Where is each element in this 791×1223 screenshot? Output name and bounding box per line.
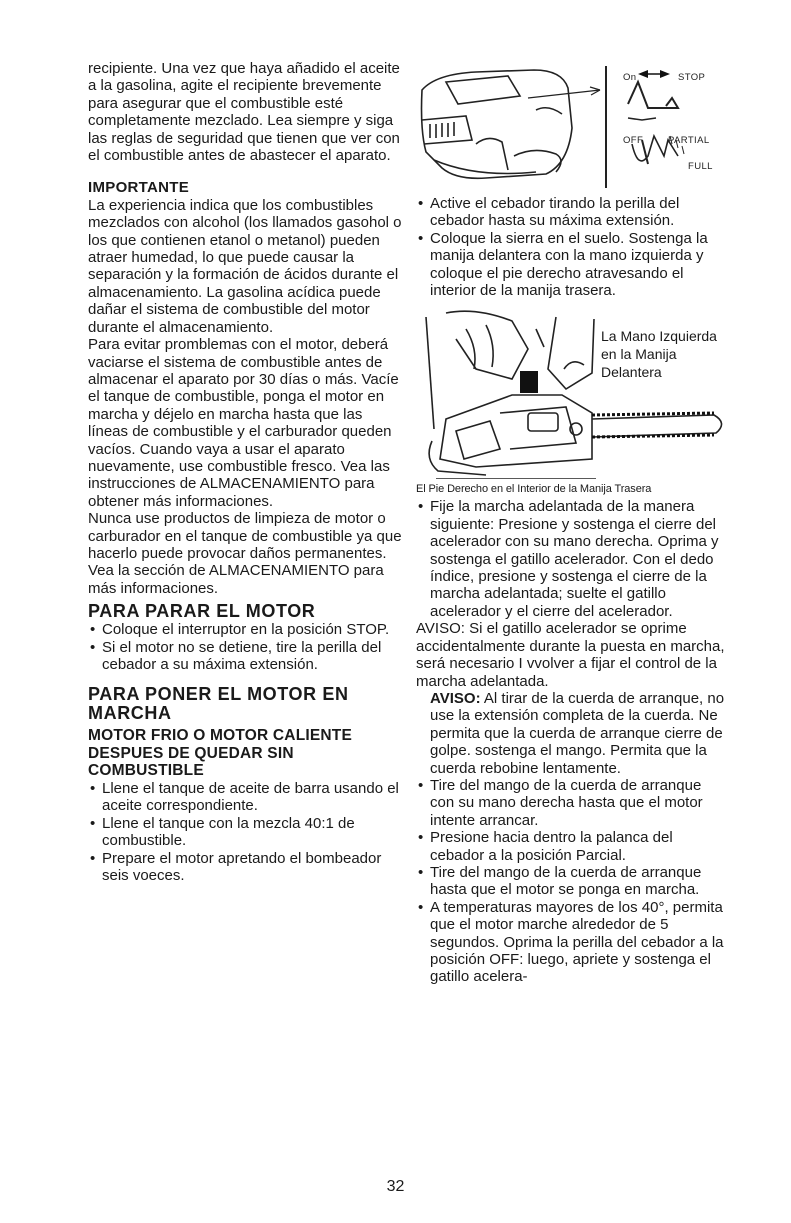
parar-heading: PARA PARAR EL MOTOR bbox=[88, 601, 316, 622]
list-item: • Tire del mango de la cuerda de arranque con su mano derecha hasta que el motor intente arrancar. bbox=[416, 777, 728, 829]
page-number: 32 bbox=[386, 1178, 405, 1195]
aviso-label: AVISO: bbox=[430, 689, 481, 707]
frio-heading: MOTOR FRIO O MOTOR CALIENTE DESPUES DE QUEDAR SIN COMBUSTIBLE bbox=[88, 727, 353, 780]
aviso-paragraph: AVISO: Si el gatillo acelerador se oprime accidentalmente durante la puesta en marcha, será necesario I vvolver a fijar el control de la marcha adelantada. bbox=[416, 620, 725, 690]
list-item: • Presione hacia dentro la palanca del cebador a la posición Parcial. bbox=[416, 829, 728, 864]
vea-paragraph: Vea la sección de ALMACENAMIENTO para más informaciones. bbox=[88, 562, 384, 597]
list-item: • Tire del mango de la cuerda de arranque hasta que el motor se ponga en marcha. bbox=[416, 864, 728, 899]
list-item: • Si el motor no se detiene, tire la perilla del cebador a su máxima extensión. bbox=[88, 639, 402, 674]
left-column bbox=[88, 60, 402, 884]
list-item: • A temperaturas mayores de los 40°, permita que el motor marche alrededor de 5 segundos. Oprima la perilla del cebador a la posición OFF: luego, apriete y sostenga el gatillo acelera- bbox=[416, 899, 728, 986]
intro-paragraph: recipiente. Una vez que haya añadido el aceite a la gasolina, agite el recipiente brevemente para asegurar que el combustible esté completamente mezclado. Lea siempre y siga las reglas de seguridad que tienen que ver con el combustible antes de abastecer el aparato. bbox=[88, 60, 400, 165]
parar-list bbox=[88, 621, 402, 673]
list-item: • Llene el tanque con la mezcla 40:1 de combustible. bbox=[88, 815, 402, 850]
nunca-paragraph: Nunca use productos de limpieza de motor o carburador en el tanque de combustible ya que hacerlo puede provocar daños permanentes. bbox=[88, 510, 402, 562]
partial-label: PARTIAL bbox=[668, 135, 710, 146]
evitar-paragraph: Para evitar promblemas con el motor, deberá vaciarse el sistema de combustible antes de almacenar el aparato por 30 días o más. Vacíe el tanque de combustible, ponga el motor en marcha y déjelo en marcha hasta que las líneas de combustible y el carburador queden vacíos. Cuando vaya a usar el aparato nuevamente, use combustible fresco. Vea las instrucciones de ALMACENAMIENTO para obtener más informaciones. bbox=[88, 336, 399, 510]
on-label: On bbox=[623, 72, 637, 83]
list-item: • Prepare el motor apretando el bombeador seis voeces. bbox=[88, 850, 402, 885]
list-item: • Fije la marcha adelantada de la manera siguiente: Presione y sostenga el cierre del acelerador con su mano derecha. Oprima y sostenga el gatillo acelerador. Con el dedo índice, presione y sostenga el cierre de la marcha adelantada; suelte el gatillo acelerador y el cierre del acelerador. bbox=[416, 498, 728, 620]
figure-caption: El Pie Derecho en el Interior de la Manija Trasera bbox=[416, 483, 652, 496]
list-item: • Active el cebador tirando la perilla del cebador hasta su máxima extensión. bbox=[416, 195, 728, 230]
aviso-cuerda-paragraph bbox=[416, 690, 728, 777]
importante-paragraph: La experiencia indica que los combustibles mezclados con alcohol (los llamados gasohol o los que contienen etanol o metanol) pueden atraer humedad, lo que puede causar la separación y la formación de ácidos durante el almacenamiento. La gasolina acídica puede dañar el sistema de combustible del motor durante el almacenamiento. bbox=[88, 196, 402, 336]
poner-heading: PARA PONER EL MOTOR EN MARCHA bbox=[88, 684, 349, 724]
choke-switch-figure bbox=[416, 60, 728, 195]
left-hand-label: La Mano Izquierda en la Manija Delantera bbox=[601, 328, 717, 381]
steps-list-b bbox=[416, 777, 728, 986]
starting-position-figure bbox=[416, 309, 728, 479]
steps-list-fije bbox=[416, 498, 728, 620]
frio-list bbox=[88, 780, 402, 884]
list-item: • Llene el tanque de aceite de barra usando el aceite correspondiente. bbox=[88, 780, 402, 815]
off-label: OFF bbox=[623, 135, 644, 146]
stop-label: STOP bbox=[678, 72, 706, 83]
full-label: FULL bbox=[688, 161, 713, 172]
steps-list-a bbox=[416, 195, 728, 299]
list-item: • Coloque el interruptor en la posición STOP. bbox=[88, 621, 402, 638]
right-column bbox=[416, 60, 728, 986]
aviso-cuerda-text: Al tirar de la cuerda de arranque, no use la extensión completa de la cuerda. Ne permita que la cuerda de arranque cierre de golpe. sostenga el mango. Permita que la cuerda rebobine lentamente. bbox=[430, 689, 725, 777]
importante-heading: IMPORTANTE bbox=[88, 179, 190, 197]
list-item: • Coloque la sierra en el suelo. Sostenga la manija delantera con la mano izquierda y coloque el pie derecho atravesando el interior de la manija trasera. bbox=[416, 230, 728, 300]
